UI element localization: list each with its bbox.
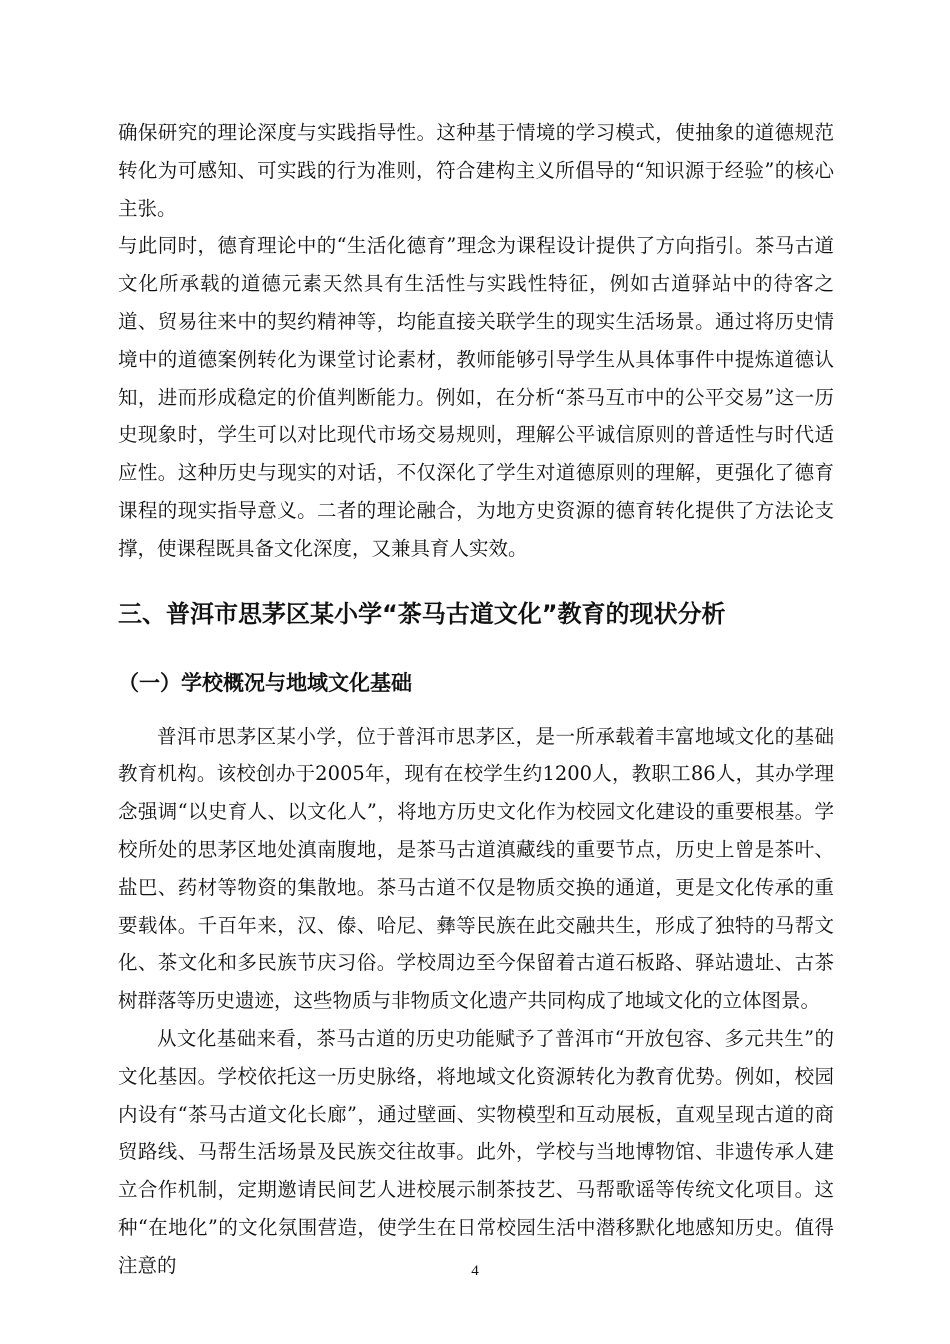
body-paragraph: 普洱市思茅区某小学，位于普洱市思茅区，是一所承载着丰富地域文化的基础教育机构。该校创办于2005年，现有在校学生约1200人，教职工86人，其办学理念强调“以史育人、以文化人”，将地方历史文化作为校园文化建设的重要根基。学校所处的思茅区地处滇南腹地，是茶马古道滇藏线的重要节点，历史上曾是茶叶、盐巴、药材等物资的集散地。茶马古道不仅是物质交换的通道，更是文化传承的重要载体。千百年来，汉、傣、哈尼、彝等民族在此交融共生，形成了独特的马帮文化、茶文化和多民族节庆习俗。学校周边至今保留着古道石板路、驿站遗址、古茶树群落等历史遗迹，这些物质与非物质文化遗产共同构成了地域文化的立体图景。	[118, 724, 834, 1013]
body-paragraph: 确保研究的理论深度与实践指导性。这种基于情境的学习模式，使抽象的道德规范转化为可感知、可实践的行为准则，符合建构主义所倡导的“知识源于经验”的核心主张。	[118, 121, 834, 220]
subsection-heading: （一）学校概况与地域文化基础	[118, 670, 412, 695]
body-paragraph: 从文化基础来看，茶马古道的历史功能赋予了普洱市“开放包容、多元共生”的文化基因。学校依托这一历史脉络，将地域文化资源转化为教育优势。例如，校园内设有“茶马古道文化长廊”，通过壁画、实物模型和互动展板，直观呈现古道的商贸路线、马帮生活场景及民族交往故事。此外，学校与当地博物馆、非遗传承人建立合作机制，定期邀请民间艺人进校展示制茶技艺、马帮歌谣等传统文化项目。这种“在地化”的文化氛围营造，使学生在日常校园生活中潜移默化地感知历史。值得注意的	[118, 1026, 834, 1277]
page-number: 4	[471, 1263, 479, 1279]
body-paragraph: 与此同时，德育理论中的“生活化德育”理念为课程设计提供了方向指引。茶马古道文化所承载的道德元素天然具有生活性与实践性特征，例如古道驿站中的待客之道、贸易往来中的契约精神等，均能直接关联学生的现实生活场景。通过将历史情境中的道德案例转化为课堂讨论素材，教师能够引导学生从具体事件中提炼道德认知，进而形成稳定的价值判断能力。例如，在分析“茶马互市中的公平交易”这一历史现象时，学生可以对比现代市场交易规则，理解公平诚信原则的普适性与时代适应性。这种历史与现实的对话，不仅深化了学生对道德原则的理解，更强化了德育课程的现实指导意义。二者的理论融合，为地方史资源的德育转化提供了方法论支撑，使课程既具备文化深度，又兼具育人实效。	[118, 234, 834, 560]
page-body	[118, 114, 834, 1285]
section-heading: 三、普洱市思茅区某小学“茶马古道文化”教育的现状分析	[118, 599, 726, 628]
